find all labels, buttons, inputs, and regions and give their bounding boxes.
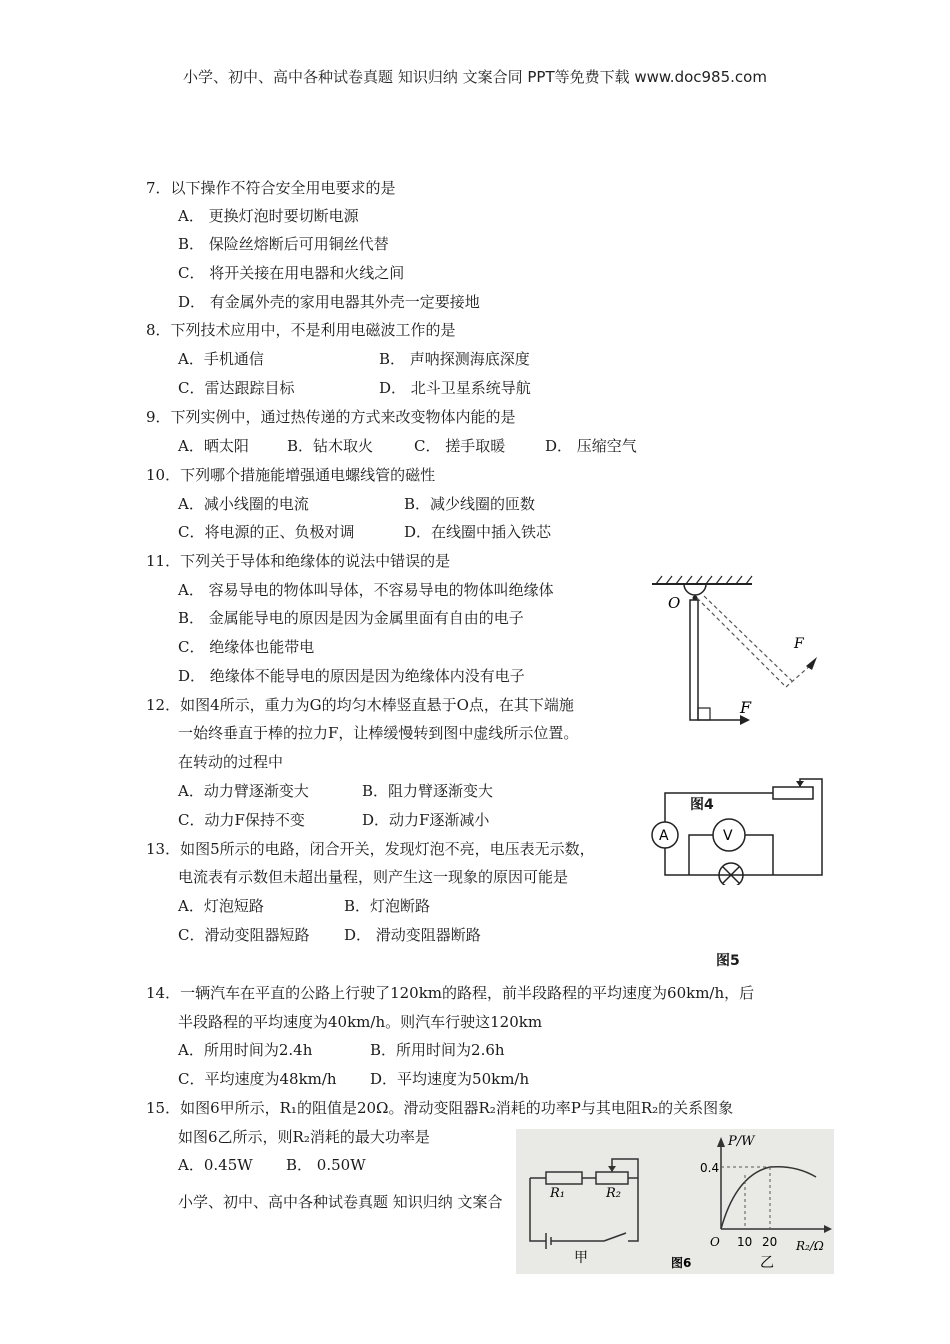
q14-stem-line2: 半段路程的平均速度为40km/h。则汽车行驶这120km — [178, 1013, 543, 1031]
q13-option-a: A．灯泡短路 — [178, 897, 264, 915]
q7-stem: 7．以下操作不符合安全用电要求的是 — [146, 179, 396, 197]
fig6-xtick-20: 20 — [762, 1235, 778, 1249]
fig6-r2-label: R₂ — [606, 1186, 621, 1201]
q10-option-b: B．减少线圈的匝数 — [404, 495, 536, 513]
fig4-caption: 图4 — [690, 797, 714, 813]
q12-stem-line1: 12．如图4所示，重力为G的均匀木棒竖直悬于O点，在其下端施 — [146, 696, 574, 714]
fig4-f-label: F — [740, 698, 752, 717]
fig6-xtick-10: 10 — [737, 1235, 753, 1249]
q13-stem-line1: 13．如图5所示的电路，闭合开关，发现灯泡不亮，电压表无示数， — [146, 840, 595, 858]
q11-option-d: D． 绝缘体不能导电的原因是因为绝缘体内没有电子 — [178, 667, 525, 685]
q13-option-d: D． 滑动变阻器断路 — [344, 926, 481, 944]
q7-option-a: A． 更换灯泡时要切断电源 — [178, 207, 359, 225]
q7-option-d: D． 有金属外壳的家用电器其外壳一定要接地 — [178, 293, 480, 311]
q13-stem-line2: 电流表有示数但未超出量程，则产生这一现象的原因可能是 — [178, 868, 569, 886]
q8-stem: 8．下列技术应用中，不是利用电磁波工作的是 — [146, 321, 456, 339]
page-footer: 小学、初中、高中各种试卷真题 知识归纳 文案合 — [178, 1193, 503, 1211]
q9-option-b: B．钻木取火 — [287, 437, 374, 455]
fig6-origin: O — [710, 1235, 720, 1249]
q9-stem: 9．下列实例中，通过热传递的方式来改变物体内能的是 — [146, 408, 516, 426]
fig6-right-caption: 乙 — [760, 1255, 774, 1271]
q12-option-a: A．动力臂逐渐变大 — [178, 782, 309, 800]
q7-option-b: B． 保险丝熔断后可用铜丝代替 — [178, 235, 389, 253]
fig4-o-label: O — [668, 594, 681, 612]
figure-4-lever — [640, 574, 840, 729]
fig6-xlabel: R₂/Ω — [796, 1239, 824, 1253]
figure-5-circuit — [645, 775, 830, 885]
q12-option-b: B．阻力臂逐渐变大 — [362, 782, 494, 800]
fig5-voltmeter-label: V — [723, 828, 733, 844]
fig4-f2-label: F — [794, 636, 804, 652]
q11-option-c: C． 绝缘体也能带电 — [178, 638, 315, 656]
q13-option-c: C．滑动变阻器短路 — [178, 926, 310, 944]
q15-option-b: B． 0.50W — [286, 1156, 366, 1174]
q13-option-b: B．灯泡断路 — [344, 897, 431, 915]
q14-option-a: A．所用时间为2.4h — [178, 1041, 313, 1059]
fig5-ammeter-label: A — [659, 828, 669, 844]
q9-option-c: C． 搓手取暖 — [414, 437, 506, 455]
q8-option-d: D． 北斗卫星系统导航 — [379, 379, 531, 397]
q9-option-a: A．晒太阳 — [178, 437, 249, 455]
fig6-ytick: 0.4 — [700, 1161, 720, 1175]
q14-option-d: D．平均速度为50km/h — [370, 1070, 530, 1088]
q14-option-b: B．所用时间为2.6h — [370, 1041, 505, 1059]
q14-stem-line1: 14．一辆汽车在平直的公路上行驶了120km的路程，前半段路程的平均速度为60km/h，后 — [146, 984, 755, 1002]
q14-option-c: C．平均速度为48km/h — [178, 1070, 337, 1088]
fig6-caption: 图6 — [671, 1256, 692, 1270]
q10-option-c: C．将电源的正、负极对调 — [178, 523, 355, 541]
q10-option-a: A．减小线圈的电流 — [178, 495, 309, 513]
q8-option-a: A．手机通信 — [178, 350, 264, 368]
q15-option-a: A．0.45W — [178, 1156, 253, 1174]
q7-option-c: C． 将开关接在用电器和火线之间 — [178, 264, 405, 282]
q12-option-c: C．动力F保持不变 — [178, 811, 305, 829]
fig6-r1-label: R₁ — [550, 1186, 565, 1201]
fig6-ylabel: P/W — [728, 1134, 755, 1149]
q8-option-b: B． 声呐探测海底深度 — [379, 350, 530, 368]
q8-option-c: C．雷达跟踪目标 — [178, 379, 295, 397]
q10-option-d: D．在线圈中插入铁芯 — [404, 523, 552, 541]
q11-stem: 11．下列关于导体和绝缘体的说法中错误的是 — [146, 552, 451, 570]
q10-stem: 10．下列哪个措施能增强通电螺线管的磁性 — [146, 466, 436, 484]
q15-stem-line2: 如图6乙所示，则R₂消耗的最大功率是 — [178, 1128, 430, 1146]
q12-stem-line3: 在转动的过程中 — [178, 753, 284, 771]
q15-stem-line1: 15．如图6甲所示，R₁的阻值是20Ω。滑动变阻器R₂消耗的功率P与其电阻R₂的关系图象 — [146, 1099, 734, 1117]
q12-option-d: D．动力F逐渐减小 — [362, 811, 490, 829]
page-header: 小学、初中、高中各种试卷真题 知识归纳 文案合同 PPT等免费下载 www.doc985.com — [183, 68, 767, 86]
q9-option-d: D． 压缩空气 — [545, 437, 637, 455]
fig5-caption: 图5 — [716, 953, 740, 969]
q12-stem-line2: 一始终垂直于棒的拉力F，让棒缓慢转到图中虚线所示位置。 — [178, 724, 579, 742]
figure-6-diagram — [516, 1129, 834, 1274]
q11-option-a: A． 容易导电的物体叫导体，不容易导电的物体叫绝缘体 — [178, 581, 554, 599]
fig6-left-caption: 甲 — [574, 1250, 588, 1266]
q11-option-b: B． 金属能导电的原因是因为金属里面有自由的电子 — [178, 609, 524, 627]
